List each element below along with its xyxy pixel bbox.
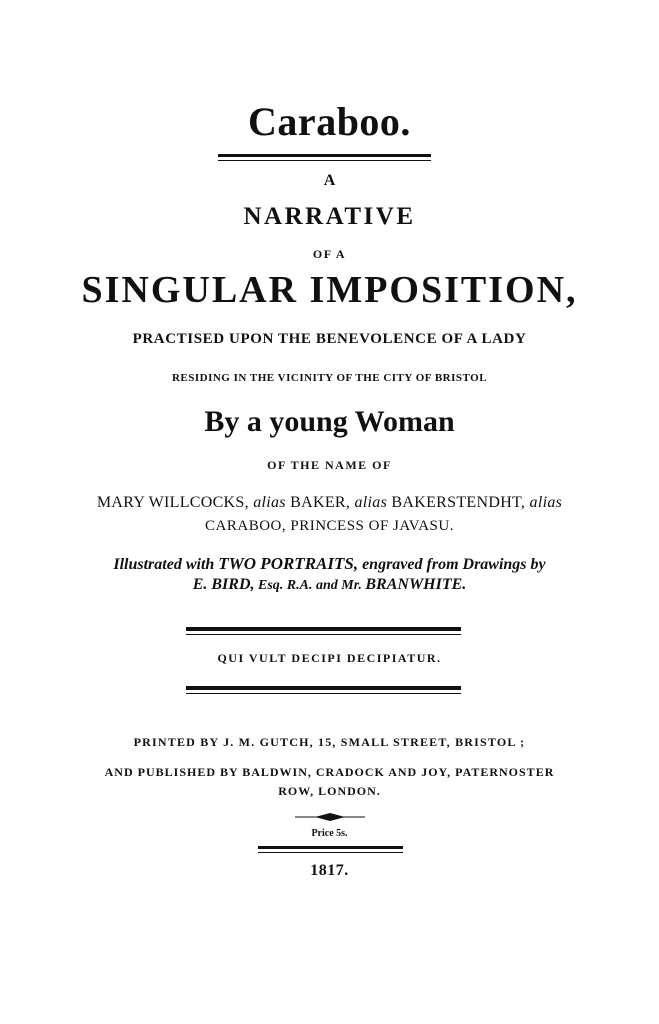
motto-rule-top-thin	[186, 634, 461, 635]
mary-part-1: MARY WILLCOCKS,	[96, 494, 254, 511]
line-practised: PRACTISED UPON THE BENEVOLENCE OF A LADY	[132, 331, 527, 347]
line-mary-willcocks	[0, 494, 659, 512]
ornament-dash	[295, 812, 365, 822]
publisher-address-line: ROW, LONDON.	[278, 784, 381, 798]
mary-alias-1: alias	[253, 494, 286, 511]
publisher-line: AND PUBLISHED BY BALDWIN, CRADOCK AND JOY, PATERNOSTER	[104, 765, 555, 779]
mary-part-3: BAKER,	[285, 494, 355, 511]
line-illustrated	[0, 554, 659, 574]
bird-part-2: Esq. R.A. and Mr.	[254, 578, 366, 593]
publication-year: 1817.	[310, 862, 349, 879]
title-rule-thin	[218, 160, 431, 161]
line-a: A	[323, 172, 336, 189]
price-label: Price 5s.	[311, 828, 348, 839]
illustrated-part-1: Illustrated with	[113, 556, 219, 573]
illustrated-part-2: TWO PORTRAITS,	[218, 554, 359, 573]
line-singular-imposition: SINGULAR IMPOSITION,	[81, 269, 578, 311]
line-residing: RESIDING IN THE VICINITY OF THE CITY OF BRISTOL	[171, 372, 488, 384]
printer-line: PRINTED BY J. M. GUTCH, 15, SMALL STREET, BRISTOL ;	[133, 735, 526, 749]
motto-rule-bottom-thick	[186, 686, 461, 690]
mary-alias-3: alias	[529, 494, 563, 511]
price-rule-thin	[258, 852, 403, 853]
line-bird-branwhite	[0, 576, 659, 594]
latin-motto: QUI VULT DECIPI DECIPIATUR.	[217, 651, 442, 665]
line-caraboo-princess: CARABOO, PRINCESS OF JAVASU.	[205, 518, 454, 534]
bird-part-3: BRANWHITE.	[365, 576, 467, 593]
bird-part-1: E. BIRD,	[192, 576, 255, 593]
mary-alias-2: alias	[354, 494, 388, 511]
motto-rule-top-thick	[186, 627, 461, 631]
line-of-a: OF A	[312, 247, 347, 261]
illustrated-part-3: engraved from Drawings by	[358, 556, 546, 573]
book-title: Caraboo.	[248, 99, 411, 144]
price-rule-thick	[258, 846, 403, 849]
line-of-the-name-of: OF THE NAME OF	[267, 458, 392, 472]
title-rule-thick	[218, 154, 431, 157]
motto-rule-bottom-thin	[186, 693, 461, 694]
mary-part-5: BAKERSTENDHT,	[387, 494, 530, 511]
line-by-young-woman: By a young Woman	[204, 405, 455, 438]
line-narrative: NARRATIVE	[243, 203, 416, 230]
